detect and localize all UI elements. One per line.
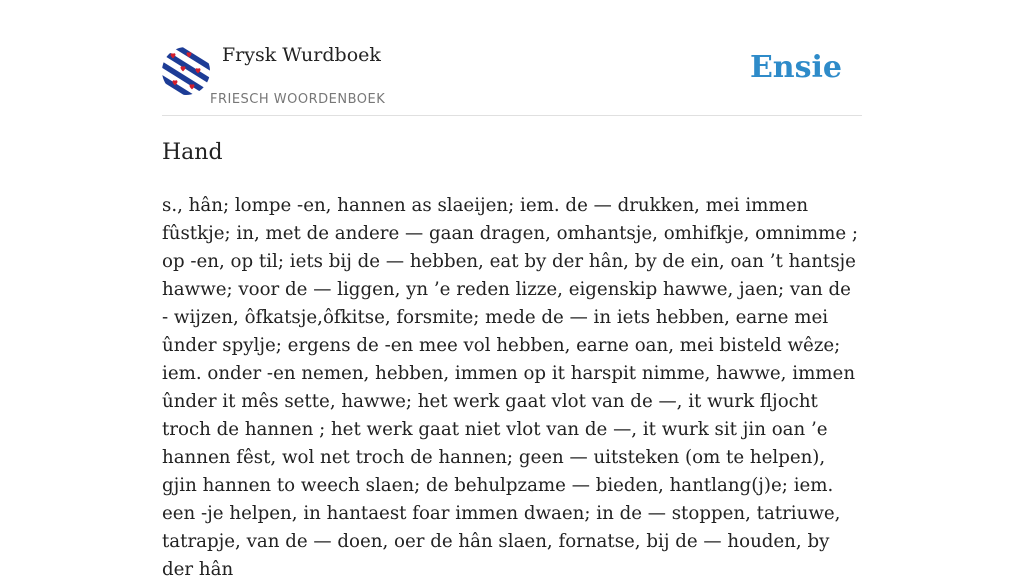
frisian-flag-icon[interactable] [162,47,210,95]
site-title[interactable]: Frysk Wurdboek [222,44,381,66]
brand-logo-link[interactable]: Ensie [749,50,842,85]
entry-headword: Hand [162,140,223,165]
site-subtitle: FRIESCH WOORDENBOEK [210,92,386,107]
entry-definition: s., hân; lompe -en, hannen as slaeijen; iem. de — drukken, mei immen fûstkje; in, met de andere — gaan dragen, omhantsje, omhifkje, omnimme ; op -en, op til; iets bij de — hebben, eat by der hân, by de ein, oan ’t hantsje hawwe; voor de — liggen, yn ’e reden lizze, eigenskip hawwe, jaen; van de - wijzen, ôfkatsje,ôfkitse, forsmite; mede de — in iets hebben, earne mei ûnder spylje; ergens de -en mee vol hebben, earne oan, mei bisteld wêze; iem. onder -en nemen, hebben, immen op it harspit nimme, hawwe, immen ûnder it mês sette, hawwe; het werk gaat vlot van de —, it wurk fljocht troch de hannen ; het werk gaat niet vlot van de —, it wurk sit jin oan ’e hannen fêst, wol net troch de hannen; geen — uitsteken (om te helpen), gjin hannen to weech slaen; de behulpzame — bieden, hantlang(j)e; iem. een -je helpen, in hantaest foar immen dwaen; in de — stoppen, tatriuwe, tatrapje, van de — doen, oer de hân slaen, fornatse, bij de — houden, by der hân [162,195,859,580]
site-header [162,40,862,116]
frisian-flag-graphic [131,22,241,123]
